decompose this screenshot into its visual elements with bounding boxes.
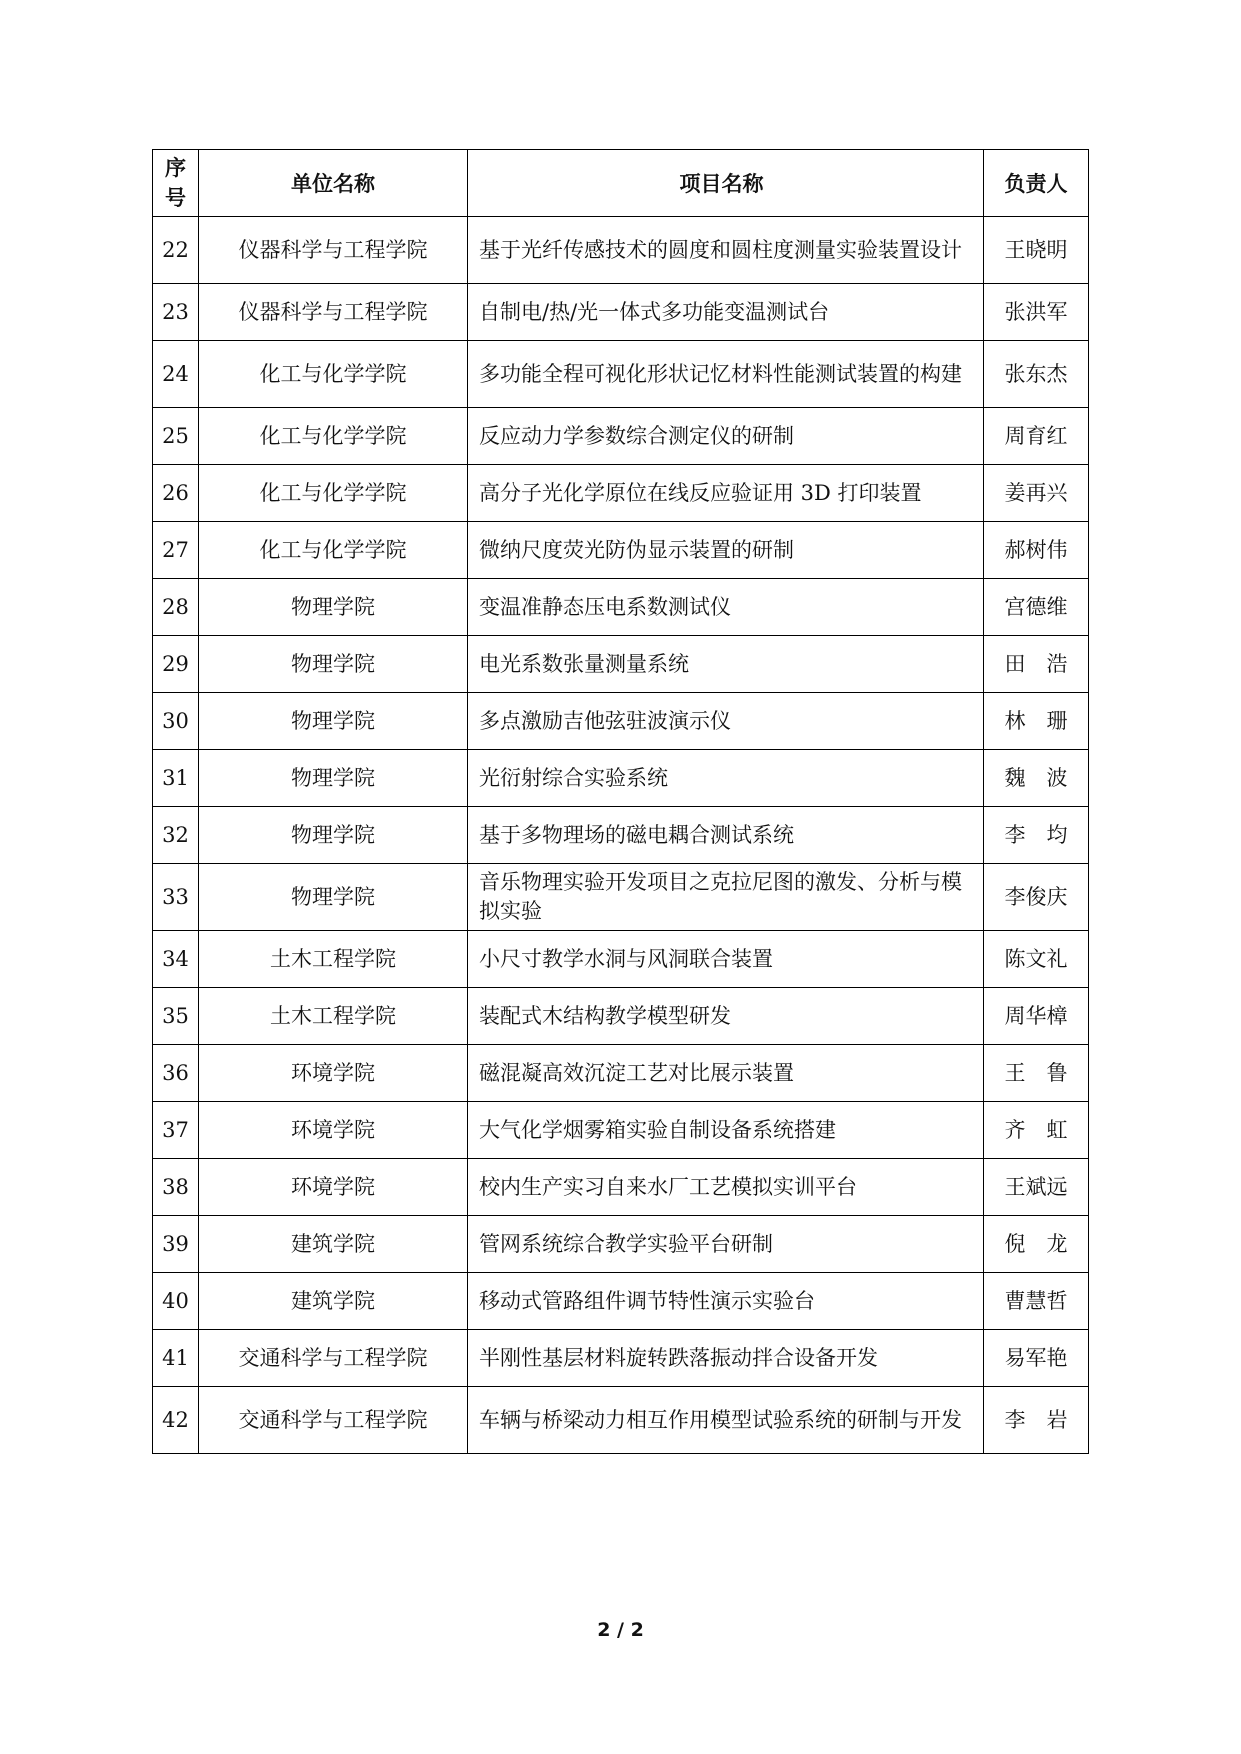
row-number-cell: 25 <box>153 408 199 465</box>
unit-cell: 物理学院 <box>199 579 468 636</box>
lead-cell: 张洪军 <box>984 284 1089 341</box>
lead-cell: 曹慧哲 <box>984 1273 1089 1330</box>
table-row <box>153 864 1089 931</box>
table-row <box>153 750 1089 807</box>
project-cell: 基于光纤传感技术的圆度和圆柱度测量实验装置设计 <box>468 217 984 284</box>
project-cell: 高分子光化学原位在线反应验证用 3D 打印装置 <box>468 465 984 522</box>
lead-cell: 姜再兴 <box>984 465 1089 522</box>
table-row <box>153 1330 1089 1387</box>
project-cell: 反应动力学参数综合测定仪的研制 <box>468 408 984 465</box>
lead-cell: 宫德维 <box>984 579 1089 636</box>
unit-cell: 环境学院 <box>199 1102 468 1159</box>
unit-cell: 物理学院 <box>199 807 468 864</box>
project-cell: 装配式木结构教学模型研发 <box>468 988 984 1045</box>
unit-cell: 交通科学与工程学院 <box>199 1387 468 1454</box>
row-number-cell: 32 <box>153 807 199 864</box>
project-cell: 小尺寸教学水洞与风洞联合装置 <box>468 931 984 988</box>
table-body <box>153 217 1089 1454</box>
unit-cell: 土木工程学院 <box>199 988 468 1045</box>
lead-cell: 易军艳 <box>984 1330 1089 1387</box>
table-row <box>153 807 1089 864</box>
project-cell: 磁混凝高效沉淀工艺对比展示装置 <box>468 1045 984 1102</box>
table-header <box>153 150 1089 217</box>
lead-cell: 魏 波 <box>984 750 1089 807</box>
project-table <box>152 149 1089 1454</box>
table-row <box>153 931 1089 988</box>
row-number-cell: 42 <box>153 1387 199 1454</box>
unit-cell: 环境学院 <box>199 1045 468 1102</box>
row-number-cell: 40 <box>153 1273 199 1330</box>
header-no-line1: 序 <box>165 155 186 180</box>
lead-cell: 张东杰 <box>984 341 1089 408</box>
unit-cell: 建筑学院 <box>199 1273 468 1330</box>
project-cell: 自制电/热/光一体式多功能变温测试台 <box>468 284 984 341</box>
unit-cell: 交通科学与工程学院 <box>199 1330 468 1387</box>
project-cell: 光衍射综合实验系统 <box>468 750 984 807</box>
table-row <box>153 1045 1089 1102</box>
lead-cell: 陈文礼 <box>984 931 1089 988</box>
project-cell: 半刚性基层材料旋转跌落振动拌合设备开发 <box>468 1330 984 1387</box>
lead-cell: 李俊庆 <box>984 864 1089 931</box>
project-cell: 大气化学烟雾箱实验自制设备系统搭建 <box>468 1102 984 1159</box>
lead-cell: 周育红 <box>984 408 1089 465</box>
table-row <box>153 693 1089 750</box>
project-cell: 变温准静态压电系数测试仪 <box>468 579 984 636</box>
project-cell: 校内生产实习自来水厂工艺模拟实训平台 <box>468 1159 984 1216</box>
lead-cell: 郝树伟 <box>984 522 1089 579</box>
row-number-cell: 26 <box>153 465 199 522</box>
project-cell: 电光系数张量测量系统 <box>468 636 984 693</box>
project-cell: 移动式管路组件调节特性演示实验台 <box>468 1273 984 1330</box>
row-number-cell: 37 <box>153 1102 199 1159</box>
row-number-cell: 31 <box>153 750 199 807</box>
lead-cell: 王 鲁 <box>984 1045 1089 1102</box>
unit-cell: 化工与化学学院 <box>199 341 468 408</box>
row-number-cell: 28 <box>153 579 199 636</box>
lead-cell: 周华樟 <box>984 988 1089 1045</box>
unit-cell: 物理学院 <box>199 693 468 750</box>
table-row <box>153 217 1089 284</box>
row-number-cell: 22 <box>153 217 199 284</box>
row-number-cell: 35 <box>153 988 199 1045</box>
row-number-cell: 24 <box>153 341 199 408</box>
header-lead: 负责人 <box>984 150 1089 217</box>
unit-cell: 化工与化学学院 <box>199 522 468 579</box>
project-cell: 音乐物理实验开发项目之克拉尼图的激发、分析与模拟实验 <box>468 864 984 931</box>
lead-cell: 王斌远 <box>984 1159 1089 1216</box>
project-cell: 管网系统综合教学实验平台研制 <box>468 1216 984 1273</box>
unit-cell: 仪器科学与工程学院 <box>199 217 468 284</box>
table-row <box>153 1159 1089 1216</box>
row-number-cell: 30 <box>153 693 199 750</box>
table-row <box>153 1102 1089 1159</box>
header-project: 项目名称 <box>468 150 984 217</box>
header-row <box>153 150 1089 217</box>
lead-cell: 倪 龙 <box>984 1216 1089 1273</box>
row-number-cell: 34 <box>153 931 199 988</box>
lead-cell: 田 浩 <box>984 636 1089 693</box>
row-number-cell: 39 <box>153 1216 199 1273</box>
table-row <box>153 1387 1089 1454</box>
unit-cell: 建筑学院 <box>199 1216 468 1273</box>
table-row <box>153 1273 1089 1330</box>
unit-cell: 物理学院 <box>199 864 468 931</box>
row-number-cell: 23 <box>153 284 199 341</box>
row-number-cell: 38 <box>153 1159 199 1216</box>
lead-cell: 李 岩 <box>984 1387 1089 1454</box>
table-row <box>153 988 1089 1045</box>
table-row <box>153 408 1089 465</box>
table-row <box>153 579 1089 636</box>
lead-cell: 王晓明 <box>984 217 1089 284</box>
table-row <box>153 1216 1089 1273</box>
unit-cell: 土木工程学院 <box>199 931 468 988</box>
lead-cell: 李 均 <box>984 807 1089 864</box>
unit-cell: 仪器科学与工程学院 <box>199 284 468 341</box>
unit-cell: 环境学院 <box>199 1159 468 1216</box>
lead-cell: 林 珊 <box>984 693 1089 750</box>
table-row <box>153 636 1089 693</box>
project-cell: 微纳尺度荧光防伪显示装置的研制 <box>468 522 984 579</box>
table-row <box>153 465 1089 522</box>
project-cell: 多功能全程可视化形状记忆材料性能测试装置的构建 <box>468 341 984 408</box>
lead-cell: 齐 虹 <box>984 1102 1089 1159</box>
row-number-cell: 36 <box>153 1045 199 1102</box>
unit-cell: 物理学院 <box>199 636 468 693</box>
table-row <box>153 522 1089 579</box>
project-cell: 基于多物理场的磁电耦合测试系统 <box>468 807 984 864</box>
header-no-line2: 号 <box>165 185 186 210</box>
project-cell: 多点激励吉他弦驻波演示仪 <box>468 693 984 750</box>
header-no <box>153 150 199 217</box>
unit-cell: 化工与化学学院 <box>199 465 468 522</box>
page-number: 2 / 2 <box>597 1619 644 1641</box>
unit-cell: 化工与化学学院 <box>199 408 468 465</box>
row-number-cell: 41 <box>153 1330 199 1387</box>
table-row <box>153 284 1089 341</box>
row-number-cell: 27 <box>153 522 199 579</box>
table-row <box>153 341 1089 408</box>
row-number-cell: 29 <box>153 636 199 693</box>
row-number-cell: 33 <box>153 864 199 931</box>
project-cell: 车辆与桥梁动力相互作用模型试验系统的研制与开发 <box>468 1387 984 1454</box>
header-unit: 单位名称 <box>199 150 468 217</box>
unit-cell: 物理学院 <box>199 750 468 807</box>
